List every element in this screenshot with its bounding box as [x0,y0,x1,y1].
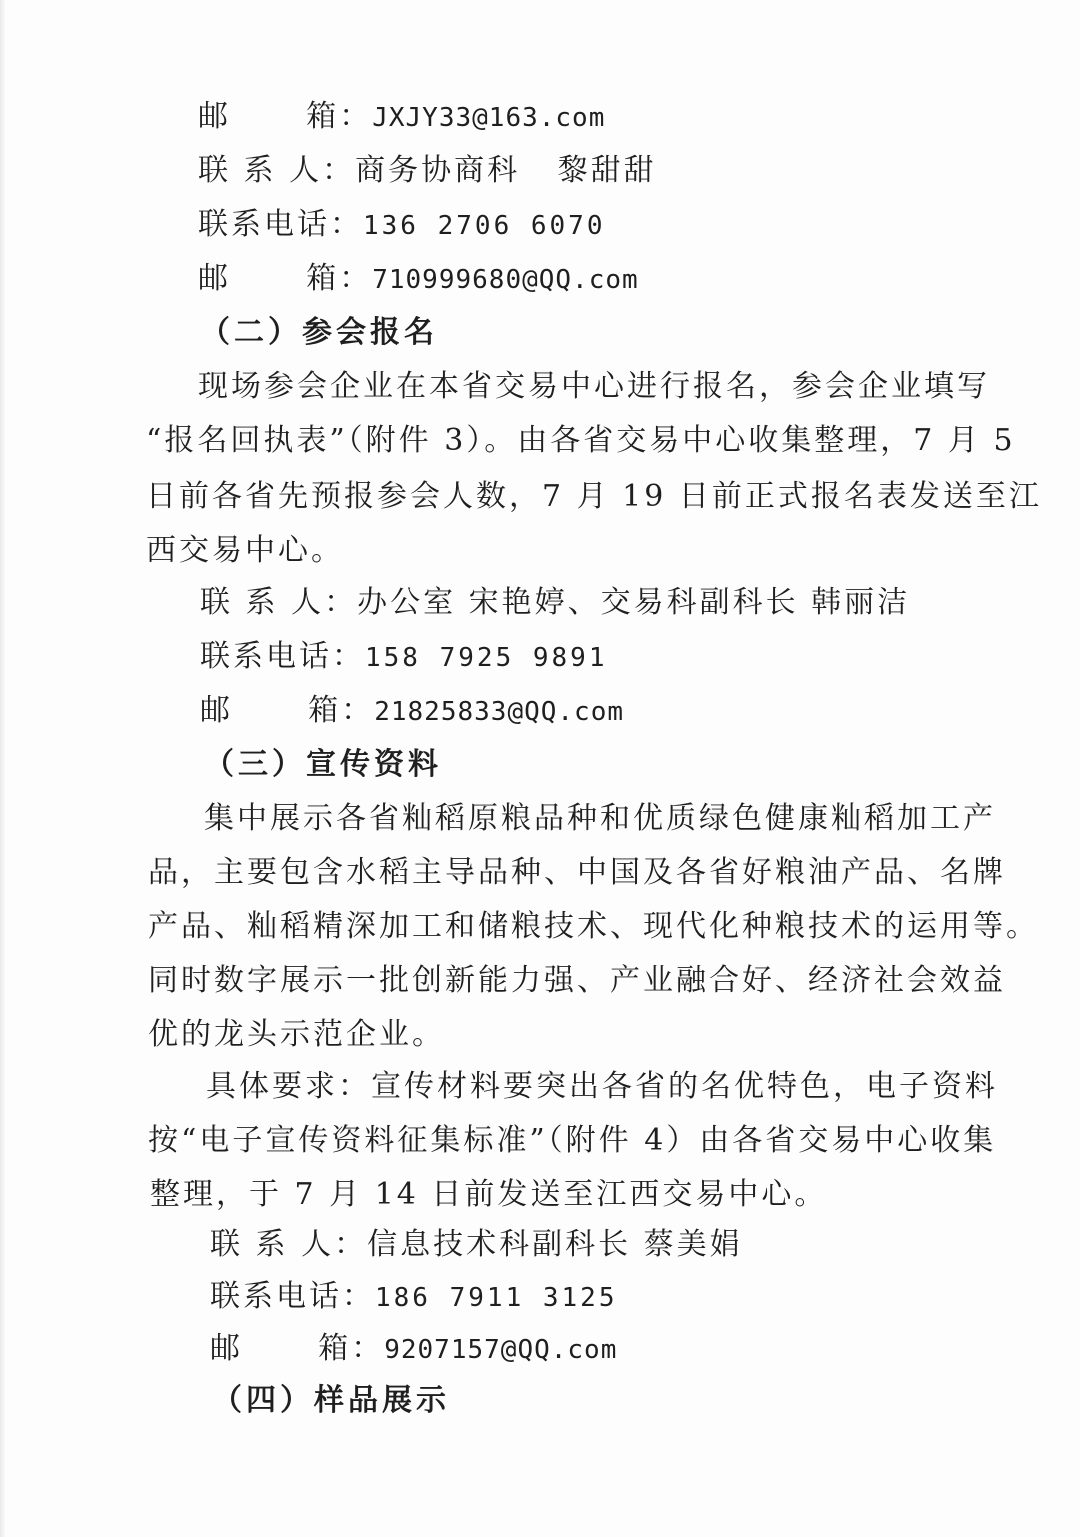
scan-edge-shadow [0,0,6,1537]
contact-person-label: 联 系 人： [198,153,356,188]
contact-person-value: 办公室 宋艳婷、交易科副科长 韩丽洁 [357,585,911,620]
phone-line [200,638,608,677]
paragraph-line: 整理，于 7 月 14 日前发送至江西交易中心。 [150,1177,828,1212]
email-label: 邮 箱： [210,1331,385,1366]
contact-person-value: 商务协商科 黎甜甜 [355,153,657,188]
contact-person-value: 信息技术科副科长 蔡美娟 [367,1227,743,1262]
contact-person-line [198,152,657,190]
section-heading: （二）参会报名 [200,315,438,350]
paragraph-line: 优的龙头示范企业。 [148,1017,445,1052]
email-line [198,260,639,299]
phone-label: 联系电话： [200,639,365,674]
email-value: 9207157@QQ.com [384,1335,618,1365]
paragraph-line: 产品、籼稻精深加工和储粮技术、现代化种粮技术的运用等。 [148,909,1039,944]
phone-line [198,206,606,245]
contact-person-label: 联 系 人： [200,585,358,620]
email-value: 21825833@QQ.com [374,697,625,727]
contact-person-line [210,1226,743,1264]
paragraph-line: 具体要求：宣传材料要突出各省的名优特色，电子资料 [206,1069,998,1104]
phone-label: 联系电话： [198,207,363,242]
email-line [210,1330,617,1369]
email-value: 710999680@QQ.com [372,265,639,295]
email-value: JXJY33@163.com [372,103,606,133]
email-line [198,98,605,137]
contact-person-label: 联 系 人： [210,1227,368,1262]
paragraph-line: 按“电子宣传资料征集标准”（附件 4）由各省交易中心收集 [148,1123,997,1158]
phone-value: 158 7925 9891 [365,643,608,673]
paragraph-line: 现场参会企业在本省交易中心进行报名，参会企业填写 [198,369,990,404]
contact-person-line [200,584,910,622]
email-label: 邮 箱： [198,99,373,134]
paragraph-line: “报名回执表”（附件 3）。由各省交易中心收集整理，7 月 5 [146,423,1016,458]
paragraph-line: 西交易中心。 [146,533,344,568]
paragraph-line: 集中展示各省籼稻原粮品种和优质绿色健康籼稻加工产 [204,801,996,836]
phone-value: 186 7911 3125 [375,1283,618,1313]
email-line [200,692,624,731]
email-label: 邮 箱： [198,261,373,296]
paragraph-line: 品，主要包含水稻主导品种、中国及各省好粮油产品、名牌 [148,855,1006,890]
section-heading: （三）宣传资料 [204,747,442,782]
paragraph-line: 日前各省先预报参会人数，7 月 19 日前正式报名表发送至江 [146,479,1042,514]
email-label: 邮 箱： [200,693,375,728]
phone-line [210,1278,618,1317]
phone-value: 136 2706 6070 [363,211,606,241]
section-heading: （四）样品展示 [212,1383,450,1418]
phone-label: 联系电话： [210,1279,375,1314]
paragraph-line: 同时数字展示一批创新能力强、产业融合好、经济社会效益 [148,963,1006,998]
